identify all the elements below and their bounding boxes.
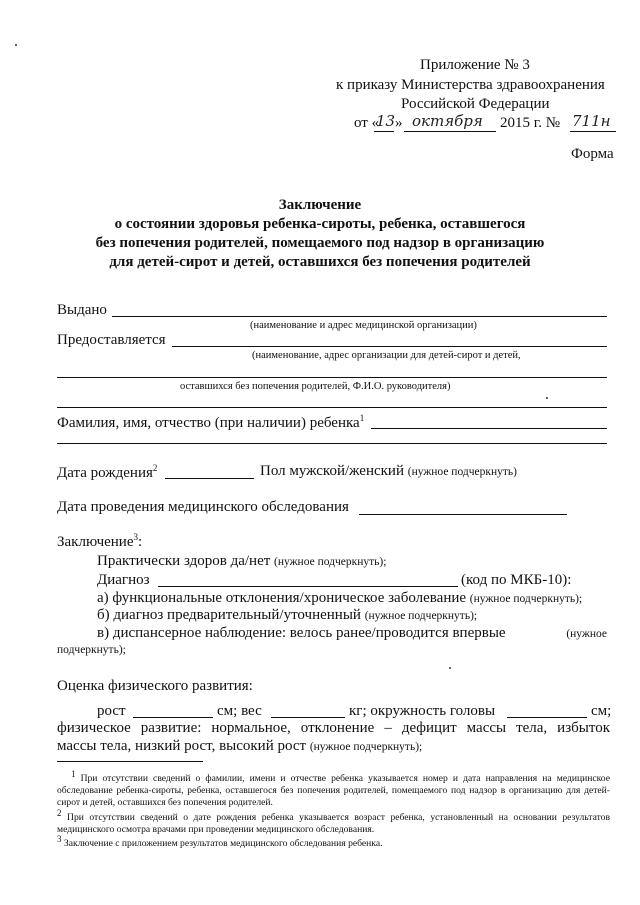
day-underline xyxy=(374,131,394,132)
exam-date-field-line[interactable] xyxy=(359,514,567,515)
physical-heading: Оценка физического развития: xyxy=(57,678,253,694)
birth-date-label: Дата рождения$^2$ xyxy=(57,463,158,481)
sex-label: Пол мужской/женский (нужное подчеркнуть) xyxy=(260,463,517,479)
head-circ-label: кг; окружность головы xyxy=(349,703,496,719)
order-line: к приказу Министерства здравоохранения xyxy=(336,77,605,93)
footnote-separator xyxy=(57,761,203,762)
child-name-field-line[interactable] xyxy=(371,428,607,429)
diagnosis-label: Диагноз xyxy=(97,572,150,588)
provided-field-line-2[interactable] xyxy=(57,377,607,378)
footnote-3: $^3$ Заключение с приложением результатов медицинского обследования ребенка. xyxy=(57,834,383,850)
item-c: в) диспансерное наблюдение: велось ранее/проводится впервые (нужное xyxy=(97,625,607,641)
conclusion-label: Заключение$^3$: xyxy=(57,532,143,550)
scan-speck xyxy=(15,44,17,46)
document-title: Заключение xyxy=(278,197,362,213)
head-circ-field-line[interactable] xyxy=(507,717,587,718)
quote-close: » xyxy=(395,115,403,131)
order-day: 13 xyxy=(376,112,396,130)
exam-date-label: Дата проведения медицинского обследования xyxy=(57,499,349,515)
scan-speck xyxy=(449,667,451,669)
provided-caption: (наименование, адрес организации для детей-сирот и детей, xyxy=(252,350,521,361)
physical-dev-line: физическое развитие: нормальное, отклонение – дефицит массы тела, избыток xyxy=(57,720,610,736)
document-title-line2: о состоянии здоровья ребенка-сироты, ребенка, оставшегося xyxy=(114,216,526,232)
document-title-line3: без попечения родителей, помещаемого под надзор в организацию xyxy=(95,235,545,251)
order-number: 711н xyxy=(572,112,611,130)
weight-field-line[interactable] xyxy=(271,717,345,718)
item-a: а) функциональные отклонения/хроническое заболевание (нужное подчеркнуть); xyxy=(97,590,583,606)
document-title-line4: для детей-сирот и детей, оставшихся без попечения родителей xyxy=(109,254,531,270)
date-prefix: от « xyxy=(354,115,380,131)
month-underline xyxy=(404,131,496,132)
weight-label: см; вес xyxy=(217,703,262,719)
physical-dev-line-2: массы тела, низкий рост, высокий рост (нужное подчеркнуть); xyxy=(57,738,423,754)
footnote-2: $^2$ При отсутствии сведений о дате рождения ребенка указывается возраст ребенка, установленный на основании результатов медицинского осмотра врачами при проведении медицинского обследования. xyxy=(57,808,610,836)
federation-line: Российской Федерации xyxy=(401,96,550,112)
footnote-1: $^1$ При отсутствии сведений о фамилии, имени и отчестве ребенка указывается номер и дата направления на медицинское обследование ребенка-сироты, ребенка, оставшегося без попечения родителей, помещаемого под надзор в организацию для детей-сирот и детей, оставшихся без попечения родителей. xyxy=(57,769,610,809)
icd-label: (код по МКБ-10): xyxy=(461,572,572,588)
provided-label: Предоставляется xyxy=(57,332,166,348)
birth-date-field-line[interactable] xyxy=(165,478,254,479)
appendix-number: Приложение № 3 xyxy=(420,57,530,73)
head-circ-unit: см; xyxy=(591,703,612,719)
issued-caption: (наименование и адрес медицинской организации) xyxy=(250,320,477,331)
scan-speck xyxy=(546,397,548,399)
number-underline xyxy=(570,131,616,132)
height-field-line[interactable] xyxy=(133,717,213,718)
order-month: октября xyxy=(412,112,483,130)
height-label: рост xyxy=(97,703,126,719)
child-name-field-line-2[interactable] xyxy=(57,443,607,444)
item-b: б) диагноз предварительный/уточненный (нужное подчеркнуть); xyxy=(97,607,478,623)
diagnosis-field-line[interactable] xyxy=(158,586,458,587)
child-name-label: Фамилия, имя, отчество (при наличии) ребенка$^1$ xyxy=(57,413,365,431)
form-label: Форма xyxy=(571,146,614,162)
issued-field-line[interactable] xyxy=(112,316,607,317)
blank-line[interactable] xyxy=(57,407,607,408)
item-c-note-cont: подчеркнуть); xyxy=(57,644,126,656)
provided-caption-2: оставшихся без попечения родителей, Ф.И.О. руководителя) xyxy=(180,381,451,392)
issued-label: Выдано xyxy=(57,302,107,318)
healthy-line: Практически здоров да/нет (нужное подчеркнуть); xyxy=(97,553,387,569)
year-text: 2015 г. № xyxy=(500,115,561,131)
provided-field-line[interactable] xyxy=(172,346,607,347)
